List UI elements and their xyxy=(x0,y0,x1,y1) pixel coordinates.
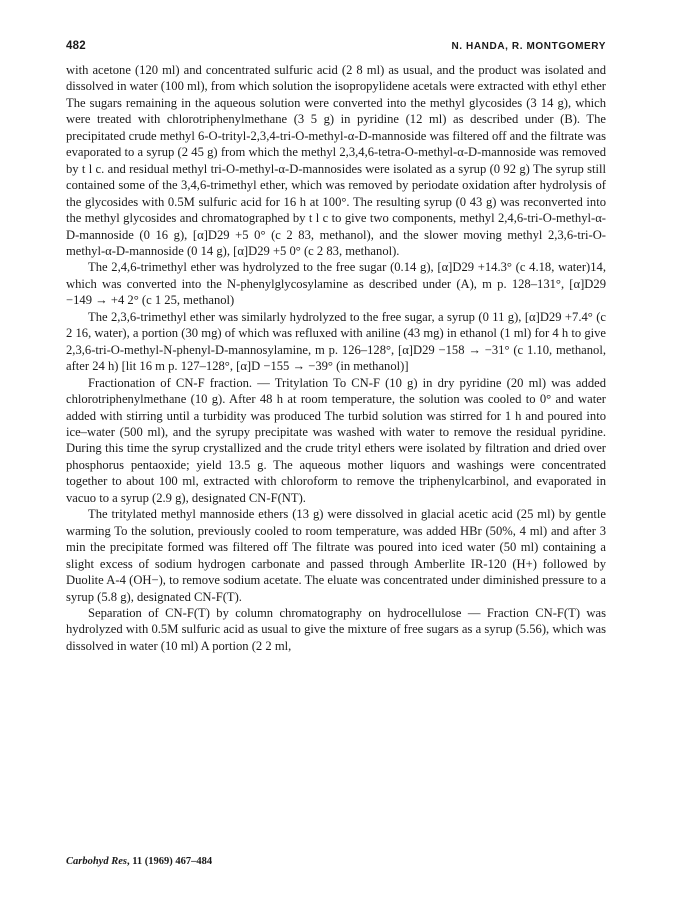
page-footer xyxy=(66,856,212,867)
running-head: N. HANDA, R. MONTGOMERY xyxy=(451,41,606,52)
journal-name: Carbohyd Res xyxy=(66,856,127,867)
volume-pages: , 11 (1969) 467–484 xyxy=(126,856,213,867)
page-number: 482 xyxy=(66,40,86,52)
paragraph-2: The 2,4,6-trimethyl ether was hydrolyzed to the free sugar (0.14 g), [α]D29 +14.3° (c 4.18, water)14, which was converted into the N-phenylglycosylamine as described under (A), m p. 128–131°, [α]D29 −149 → +4 2° (c 1 25, methanol) xyxy=(66,260,606,308)
paragraph-5: The tritylated methyl mannoside ethers (13 g) were dissolved in glacial acetic acid (25 ml) by gentle warming To the solution, previously cooled to room temperature, was added HBr (50%, 4 ml) and after 3 min the precipitate formed was filtered off The filtrate was poured into iced water (50 ml) containing a slight excess of sodium hydrogen carbonate and passed through Amberlite IR-120 (H+) followed by Duolite A-4 (OH−), to remove sodium acetate. The eluate was concentrated under diminished pressure to a syrup (5.8 g), designated CN-F(T). xyxy=(66,507,606,604)
paragraph-6: Separation of CN-F(T) by column chromatography on hydrocellulose — Fraction CN-F(T) was hydrolyzed with 0.5M sulfuric acid as usual to give the mixture of free sugars as a syrup (5.56), which was dissolved in water (10 ml) A portion (2 2 ml, xyxy=(66,605,606,653)
paragraph-3: The 2,3,6-trimethyl ether was similarly hydrolyzed to the free sugar, a syrup (0 11 g), [α]D29 +7.4° (c 2 16, water), a portion (30 mg) of which was refluxed with aniline (43 mg) in ethanol (1 ml) for 4 h to give 2,3,6-tri-O-methyl-N-phenyl-D-mannosylamine, m p. 126–128°, [α]D29 −158 → −31° (c 1.10, methanol, after 24 h) [lit 16 m p. 127–128°, [α]D −155 → −39° (in methanol)] xyxy=(66,309,606,374)
page-header xyxy=(66,40,606,52)
paper-page xyxy=(66,40,606,654)
paragraph-4: Fractionation of CN-F fraction. — Tritylation To CN-F (10 g) in dry pyridine (20 ml) was added chlorotriphenylmethane (10 g). After 48 h at room temperature, the solution was cooled to 0° and water added with stirring until a turbidity was produced The turbid solution was stirred for 1 h and poured into ice–water (500 ml), and the syrupy precipitate was washed with water to remove the residual pyridine. During this time the syrup crystallized and the crude trityl ethers were isolated by filtration and dried over phosphorus pentaoxide; yield 13.5 g. The aqueous mother liquors and washings were concentrated together to about 100 ml, extracted with chloroform to remove the triphenylcarbinol, and evaporated in vacuo to a syrup (2.9 g), designated CN-F(NT). xyxy=(66,375,606,505)
body-text xyxy=(66,62,606,654)
paragraph-1: with acetone (120 ml) and concentrated sulfuric acid (2 8 ml) as usual, and the product was isolated and dissolved in water (100 ml), from which solution the isopropylidene acetals were extracted with ethyl ether The sugars remaining in the aqueous solution were converted into the methyl glycosides (3 14 g), which were treated with chlorotriphenylmethane (3 5 g) in pyridine (12 ml) as described under (B). The precipitated crude methyl 6-O-trityl-2,3,4-tri-O-methyl-α-D-mannoside was filtered off and the filtrate was evaporated to a syrup (2 45 g) from which the methyl 2,3,4,6-tetra-O-methyl-α-D-mannoside was removed by t l c. and residual methyl tri-O-methyl-α-D-mannosides were isolated as a syrup (0 92 g) The syrup still contained some of the 3,4,6-trimethyl ether, which was removed by periodate oxidation after hydrolysis of the glycosides with 0.5M sulfuric acid for 16 h at 100°. The resulting syrup (0 43 g) was reconverted into the methyl glycosides and chromatographed by t l c to give two components, methyl 2,4,6-tri-O-methyl-α-D-mannoside (0 16 g), [α]D29 +5 0° (c 2 83, methanol), and the slower moving methyl 2,3,6-tri-O-methyl-α-D-mannoside (0 14 g), [α]D29 +5 0° (c 2 83, methanol). xyxy=(66,63,606,258)
